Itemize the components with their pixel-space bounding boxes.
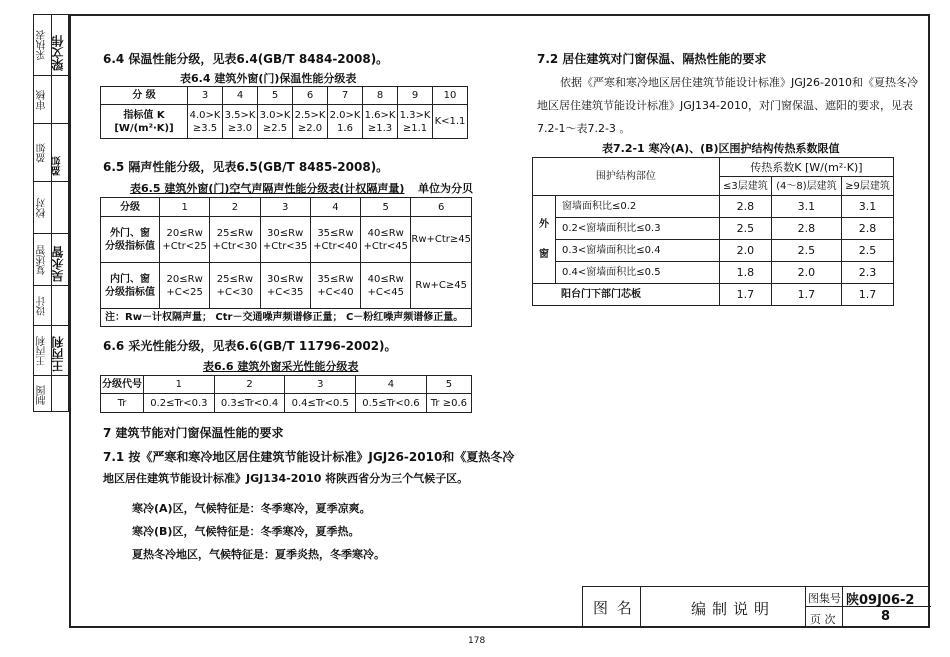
table-cell: 30≤Rw +Ctr<35 [260, 217, 310, 263]
table-cell: 0.4≤Tr<0.5 [285, 394, 356, 413]
row-label-cell: 0.2<窗墙面积比≤0.3 [556, 218, 720, 240]
table-header-cell: 6 [411, 198, 472, 217]
signature: 吴永智 [51, 246, 65, 282]
table-cell: 2.0 [771, 262, 841, 284]
table-header-cell: 9 [398, 87, 433, 105]
climate-zone-a: 寒冷(A)区，气候特征是：冬季寒冷，夏季凉爽。 [132, 502, 371, 515]
table-6-4-caption: 表6.4 建筑外窗(门)保温性能分级表 [180, 72, 357, 85]
table-header-cell: 7 [328, 87, 363, 105]
strip-label: 王丙利 [37, 336, 48, 366]
table-cell: 2.8 [771, 218, 841, 240]
table-cell: 35≤Rw +Ctr<40 [310, 217, 360, 263]
strip-label: 设计 [37, 296, 48, 316]
tb-atlas-no: 陕09J06-2 [846, 593, 915, 608]
row-label-cell: 0.3<窗墙面积比≤0.4 [556, 240, 720, 262]
table-note: 注：Rw－计权隔声量； Ctr－交通噪声频谱修正量； C－粉红噪声频谱修正量。 [101, 309, 472, 327]
table-header-cell: 1 [160, 198, 210, 217]
table-7-2-1-caption: 表7.2-1 寒冷(A)、(B)区围护结构传热系数限值 [602, 142, 840, 155]
strip-label: 采执表 [37, 30, 48, 60]
table-cell: 0.3≤Tr<0.4 [214, 394, 285, 413]
side-label-wai: 外 [539, 218, 549, 230]
section-7-2-line3: 7.2-1～表7.2-3 。 [537, 122, 631, 135]
table-header-cell: 分 级 [101, 87, 188, 105]
tb-divider [640, 587, 641, 627]
table-header-cell: 分级 [101, 198, 160, 217]
table-cell: 30≤Rw +C<35 [260, 263, 310, 309]
section-6-4-heading: 6.4 保温性能分级，见表6.4(GB/T 8484-2008)。 [103, 52, 389, 66]
table-cell: 35≤Rw +C<40 [310, 263, 360, 309]
table-cell: 2.8 [841, 218, 893, 240]
table-cell: Rw+C≥45 [411, 263, 472, 309]
section-7-1-line1: 7.1 按《严寒和寒冷地区居住建筑节能设计标准》JGJ26-2010和《夏热冬冷 [103, 450, 515, 464]
title-block [582, 586, 930, 628]
row-label-cell: 阳台门下部门芯板 [533, 284, 720, 306]
table-header-cell: 5 [361, 198, 411, 217]
strip-label: 复述智 [37, 245, 48, 275]
section-7-1-line2: 地区居住建筑节能设计标准》JGJ134-2010 将陕西省分为三个气候子区。 [103, 472, 469, 485]
table-header-cell: 5 [258, 87, 293, 105]
table-cell: 2.5 [771, 240, 841, 262]
strip-row [34, 233, 68, 285]
strip-label: 校对 [37, 198, 48, 218]
table-header-cell: ≥9层建筑 [841, 177, 893, 196]
tb-tu-ming: 图 名 [593, 599, 634, 617]
section-7-2-line2: 地区居住建筑节能设计标准》JGJ134-2010，对门窗保温、遮阳的要求，见表 [537, 99, 913, 112]
table-6-5-caption: 表6.5 建筑外窗(门)空气声隔声性能分级表(计权隔声量) [130, 182, 405, 195]
table-header-cell: 5 [426, 376, 471, 394]
section-6-6-heading: 6.6 采光性能分级，见表6.6(GB/T 11796-2002)。 [103, 339, 397, 353]
table-cell: 0.2≤Tr<0.3 [144, 394, 215, 413]
table-header-cell: 6 [293, 87, 328, 105]
table-cell: 1.6>K ≥1.3 [363, 105, 398, 139]
table-header-cell: 3 [188, 87, 223, 105]
section-7-2-heading: 7.2 居住建筑对门窗保温、隔热性能的要求 [537, 52, 767, 66]
table-header-cell: 分级代号 [101, 376, 144, 394]
table-header-cell: 3 [285, 376, 356, 394]
table-cell: 25≤Rw +Ctr<30 [210, 217, 260, 263]
climate-zone-b: 寒冷(B)区，气候特征是：冬季寒冷，夏季热。 [132, 525, 360, 538]
footer-page-number: 178 [468, 636, 486, 646]
strip-row [34, 15, 68, 75]
tb-divider [842, 587, 843, 627]
table-cell: 40≤Rw +C<45 [361, 263, 411, 309]
table-cell: 2.5 [841, 240, 893, 262]
table-cell: K<1.1 [433, 105, 468, 139]
table-header-cell: 1 [144, 376, 215, 394]
table-cell: 2.5>K ≥2.0 [293, 105, 328, 139]
strip-row [34, 285, 68, 325]
table-6-5-unit: 单位为分贝 [418, 182, 473, 195]
strip-row [34, 75, 68, 123]
table-6-6-caption: 表6.6 建筑外窗采光性能分级表 [203, 360, 359, 373]
table-cell: 20≤Rw +Ctr<25 [160, 217, 210, 263]
row-label-cell: 内门、窗 分级指标值 [101, 263, 160, 309]
table-cell: 1.7 [719, 284, 771, 306]
strip-label: 审核 [37, 90, 48, 110]
table-header-cell: 2 [210, 198, 260, 217]
table-header-cell: (4～8)层建筑 [771, 177, 841, 196]
table-cell: 2.0 [719, 240, 771, 262]
section-6-5-heading: 6.5 隔声性能分级，见表6.5(GB/T 8485-2008)。 [103, 160, 389, 174]
table-header-cell: 围护结构部位 [533, 158, 720, 196]
tb-title: 编制说明 [691, 600, 776, 618]
table-header-cell: 8 [363, 87, 398, 105]
signature: 梁文伟 [51, 35, 65, 71]
strip-row [34, 123, 68, 181]
table-cell: 2.0>K 1.6 [328, 105, 363, 139]
table-7-2-1 [532, 157, 894, 306]
table-cell: Rw+Ctr≥45 [411, 217, 472, 263]
table-cell: 1.7 [771, 284, 841, 306]
table-header-cell: 10 [433, 87, 468, 105]
table-cell: 3.1 [841, 196, 893, 218]
strip-label: 制图 [37, 385, 48, 405]
strip-label: 盈如 [37, 143, 48, 163]
table-cell: 2.3 [841, 262, 893, 284]
tb-atlas-label: 图集号 [808, 592, 841, 605]
strip-row [34, 375, 68, 413]
table-cell: 40≤Rw +Ctr<45 [361, 217, 411, 263]
row-label-cell: 0.4<窗墙面积比≤0.5 [556, 262, 720, 284]
strip-row [34, 181, 68, 233]
table-6-4 [100, 86, 468, 139]
table-6-6 [100, 375, 472, 413]
table-cell: 2.5 [719, 218, 771, 240]
table-cell: 20≤Rw +C<25 [160, 263, 210, 309]
tb-page-label: 页 次 [810, 613, 836, 626]
section-7-2-line1: 依据《严寒和寒冷地区居住建筑节能设计标准》JGJ26-2010和《夏热冬冷 [560, 76, 918, 89]
table-header-cell: 3 [260, 198, 310, 217]
table-cell: 25≤Rw +C<30 [210, 263, 260, 309]
table-cell: 3.1 [771, 196, 841, 218]
signature: 盈如 [52, 156, 63, 176]
table-cell: Tr ≥0.6 [426, 394, 471, 413]
table-cell: 0.5≤Tr<0.6 [356, 394, 427, 413]
table-cell: 1.7 [841, 284, 893, 306]
strip-row [34, 325, 68, 375]
climate-zone-hscw: 夏热冬冷地区，气候特征是：夏季炎热，冬季寒冷。 [132, 548, 385, 561]
row-label-cell: Tr [101, 394, 144, 413]
table-header-cell: 2 [214, 376, 285, 394]
signature: 王丙利 [51, 336, 65, 372]
table-header-cell: 传热系数K [W/(m²·K)] [719, 158, 893, 177]
table-cell: 3.0>K ≥2.5 [258, 105, 293, 139]
row-label-cell: 外门、窗 分级指标值 [101, 217, 160, 263]
table-header-cell: ≤3层建筑 [719, 177, 771, 196]
table-header-cell: 4 [356, 376, 427, 394]
table-cell: 4.0>K ≥3.5 [188, 105, 223, 139]
section-7-heading: 7 建筑节能对门窗保温性能的要求 [103, 426, 284, 440]
table-header-cell: 4 [310, 198, 360, 217]
tb-page-no: 8 [881, 609, 891, 624]
row-label-cell: 指标值 K [W/(m²·K)] [101, 105, 188, 139]
table-header-cell: 4 [223, 87, 258, 105]
table-6-5 [100, 197, 472, 327]
table-cell: 1.3>K ≥1.1 [398, 105, 433, 139]
row-label-cell: 窗墙面积比≤0.2 [556, 196, 720, 218]
table-cell: 1.8 [719, 262, 771, 284]
table-cell: 3.5>K ≥3.0 [223, 105, 258, 139]
signature-strip [33, 14, 69, 412]
tb-divider [805, 587, 806, 627]
side-label-chuang: 窗 [539, 248, 549, 260]
table-cell: 2.8 [719, 196, 771, 218]
